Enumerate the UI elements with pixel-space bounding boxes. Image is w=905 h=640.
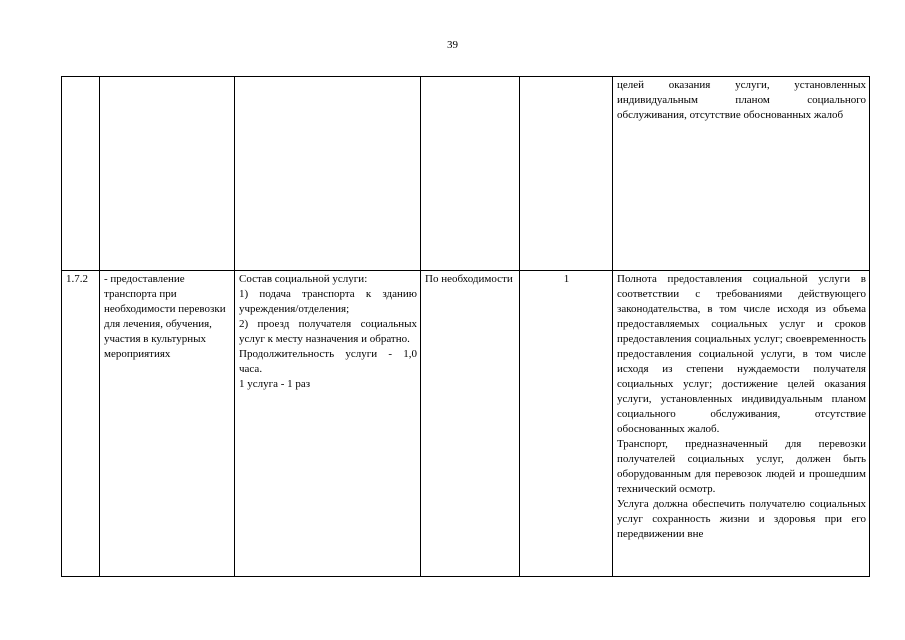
cell-number xyxy=(62,77,100,271)
composition-line: Состав социальной услуги: xyxy=(239,273,368,285)
table-row xyxy=(62,77,870,271)
cell-quality xyxy=(613,77,870,271)
cell-frequency: По необходимости xyxy=(421,271,520,577)
composition-line: 1) подача транспорта к зданию учреждения/отделения; xyxy=(239,288,417,315)
quality-paragraph: Услуга должна обеспечить получателю социальных услуг сохранность жизни и здоровья при его передвижении вне xyxy=(617,498,866,540)
cell-volume xyxy=(520,77,613,271)
cell-composition xyxy=(235,271,421,577)
cell-service-name xyxy=(100,77,235,271)
quality-paragraph: Полнота предоставления социальной услуги в соответствии с требованиями действующего законодательства, в том числе исходя из объема предоставляемых социальных услуг и сроков предоставления социальных услуг; своевременность предоставления социальной услуги, в том числе исходя из степени нуждаемости получателя социальных услуг; достижение целей оказания услуги, установленных индивидуальным планом социального обслуживания, отсутствие обоснованных жалоб. xyxy=(617,273,866,435)
composition-line: 1 услуга - 1 раз xyxy=(239,378,311,390)
quality-paragraph: Транспорт, предназначенный для перевозки получателей социальных услуг, должен быть оборудованным для перевозок людей и прошедшим технический осмотр. xyxy=(617,438,866,495)
cell-service-name: - предоставление транспорта при необходимости перевозки для лечения, обучения, участия в культурных мероприятиях xyxy=(100,271,235,577)
services-table xyxy=(61,76,870,577)
cell-number: 1.7.2 xyxy=(62,271,100,577)
table-row xyxy=(62,271,870,577)
cell-composition xyxy=(235,77,421,271)
composition-line: Продолжительность услуги - 1,0 часа. xyxy=(239,348,417,375)
composition-line: 2) проезд получателя социальных услуг к месту назначения и обратно. xyxy=(239,318,417,345)
cell-volume: 1 xyxy=(520,271,613,577)
quality-paragraph: целей оказания услуги, установленных индивидуальным планом социального обслуживания, отсутствие обоснованных жалоб xyxy=(617,79,866,121)
page-number: 39 xyxy=(447,39,458,51)
cell-frequency xyxy=(421,77,520,271)
cell-quality xyxy=(613,271,870,577)
